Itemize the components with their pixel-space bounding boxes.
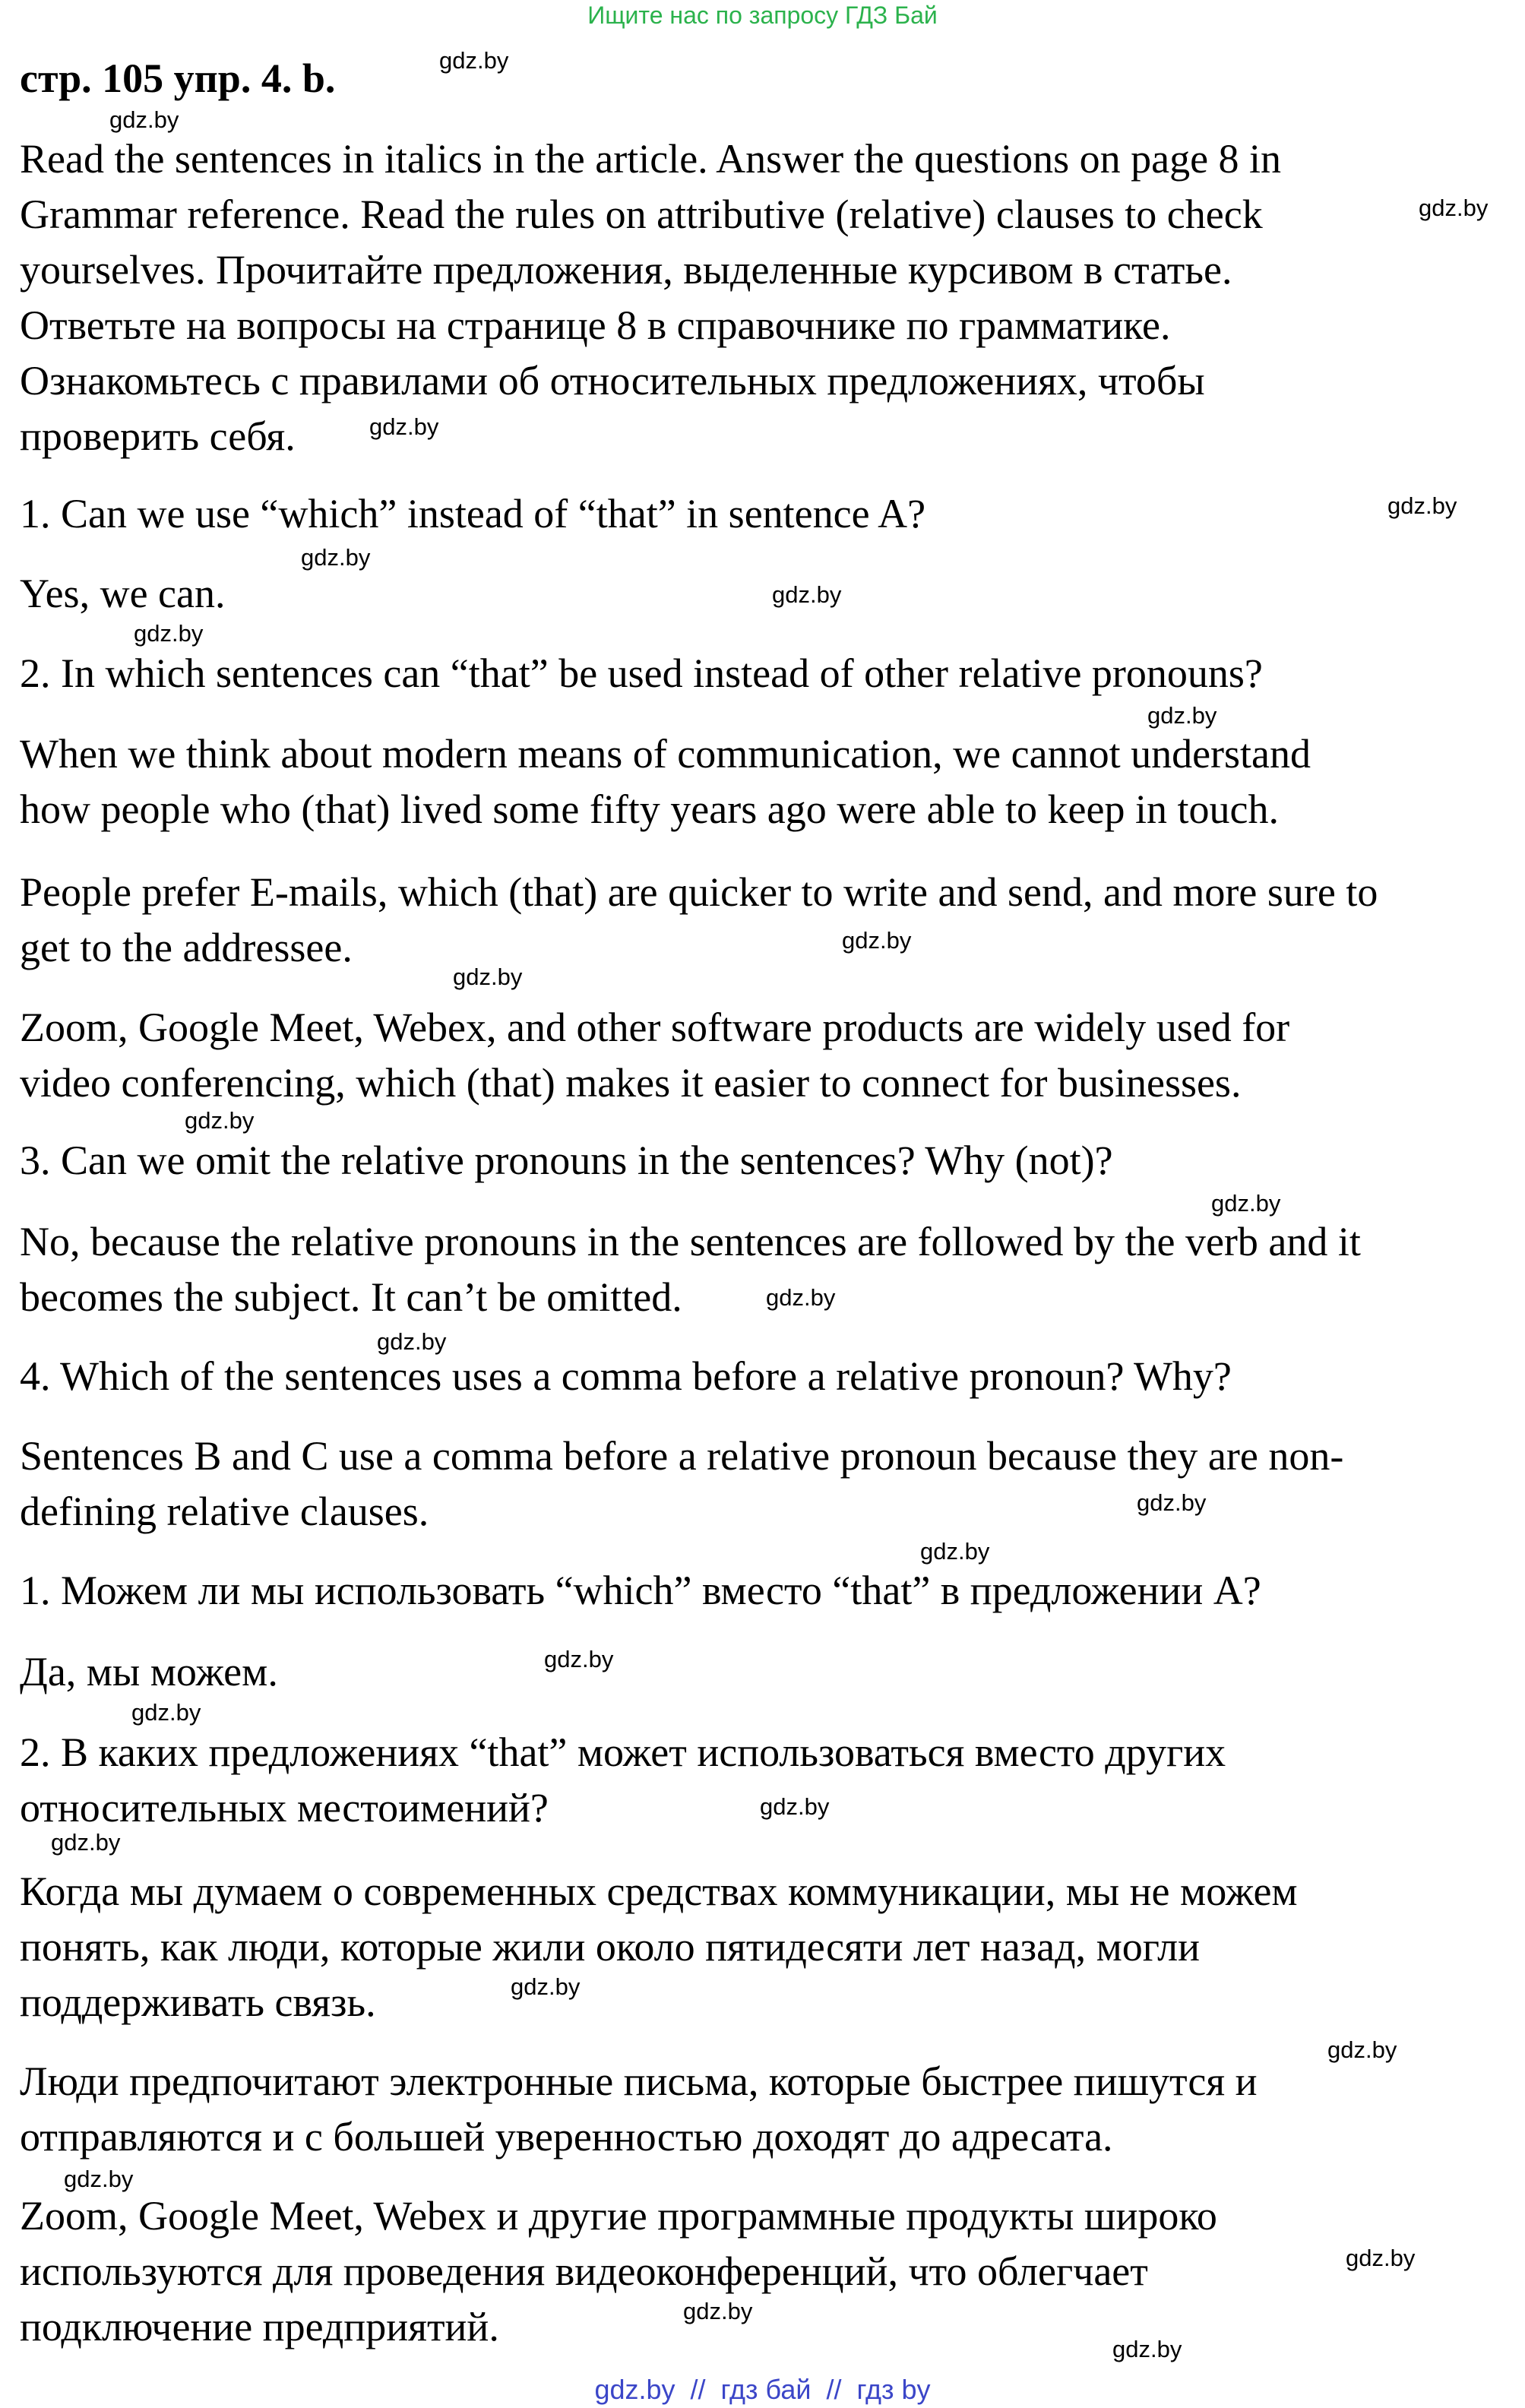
watermark: gdz.by [439,47,509,74]
footer-links[interactable]: gdz.by // гдз бай // гдз by [594,2374,931,2405]
text-line: Ответьте на вопросы на странице 8 в справочнике по грамматике. [20,302,1171,348]
text-line: No, because the relative pronouns in the sentences are followed by the verb and it [20,1219,1361,1264]
text-line: проверить себя. [20,413,296,459]
watermark: gdz.by [369,413,439,440]
watermark: gdz.by [134,620,204,647]
watermark: gdz.by [301,544,371,571]
question-1-ru [20,1563,1509,1619]
text-line: Grammar reference. Read the rules on attributive (relative) clauses to check [20,191,1263,237]
answer-3 [20,1214,1509,1325]
watermark: gdz.by [64,2166,134,2192]
watermark: gdz.by [1346,2245,1416,2271]
answer-2-ru-sentence-b [20,2054,1509,2165]
watermark: gdz.by [683,2298,753,2324]
text-line: 2. In which sentences can “that” be used instead of other relative pronouns? [20,650,1263,696]
text-line: поддерживать связь. [20,1979,376,2025]
watermark: gdz.by [185,1107,255,1134]
text-line: используются для проведения видеоконференций, что облегчает [20,2248,1148,2294]
text-line: video conferencing, which (that) makes it easier to connect for businesses. [20,1060,1242,1106]
watermark: gdz.by [109,106,179,133]
text-line: People prefer E-mails, which (that) are quicker to write and send, and more sure to [20,869,1378,915]
text-line: how people who (that) lived some fifty years ago were able to keep in touch. [20,786,1279,832]
question-2 [20,646,1509,701]
text-line: относительных местоимений? [20,1785,549,1831]
text-line: 2. В каких предложениях “that” может использоваться вместо других [20,1729,1226,1775]
watermark: gdz.by [511,1973,581,2000]
text-line: Да, мы можем. [20,1649,278,1694]
text-line: 1. Можем ли мы использовать “which” вместо “that” в предложении А? [20,1568,1261,1613]
answer-2-ru-sentence-c [20,2188,1509,2355]
watermark: gdz.by [1419,195,1489,221]
page-title: стр. 105 упр. 4. b. [20,55,336,101]
text-line: Read the sentences in italics in the article. Answer the questions on page 8 in [20,136,1282,182]
watermark: gdz.by [131,1699,201,1726]
answer-4 [20,1429,1509,1539]
watermark: gdz.by [453,964,523,990]
watermark: gdz.by [544,1646,614,1672]
watermark: gdz.by [377,1328,447,1355]
text-line: подключение предприятий. [20,2304,499,2349]
text-line: Zoom, Google Meet, Webex, and other software products are widely used for [20,1005,1290,1050]
watermark: gdz.by [772,581,842,608]
question-1 [20,486,1509,542]
answer-1 [20,566,1509,622]
text-line: When we think about modern means of communication, we cannot understand [20,731,1311,777]
watermark: gdz.by [1137,1489,1207,1516]
text-line: get to the addressee. [20,925,353,970]
text-line: Sentences B and C use a comma before a relative pronoun because they are non- [20,1433,1344,1479]
watermark: gdz.by [760,1793,830,1820]
text-line: Yes, we can. [20,571,226,616]
answer-2-sentence-c [20,1000,1509,1111]
question-3 [20,1133,1509,1188]
watermark: gdz.by [1211,1190,1281,1217]
text-line: понять, как люди, которые жили около пятидесяти лет назад, могли [20,1924,1201,1970]
text-line: отправляются и с большей уверенностью доходят до адресата. [20,2114,1113,2160]
watermark: gdz.by [1147,702,1217,729]
text-line: 4. Which of the sentences uses a comma before a relative pronoun? Why? [20,1353,1232,1399]
answer-1-ru [20,1644,1509,1700]
answer-2-sentence-b [20,865,1509,976]
text-line: defining relative clauses. [20,1489,429,1534]
intro-paragraph [20,131,1509,464]
watermark: gdz.by [920,1538,990,1565]
answer-2-ru-sentence-a [20,1864,1509,2030]
watermark: gdz.by [766,1284,836,1311]
watermark: gdz.by [1327,2036,1397,2063]
top-banner[interactable]: Ищите нас по запросу ГДЗ Бай [587,2,938,29]
watermark: gdz.by [842,927,912,954]
watermark: gdz.by [1387,492,1457,519]
text-line: Когда мы думаем о современных средствах коммуникации, мы не можем [20,1868,1298,1914]
text-line: Zoom, Google Meet, Webex и другие программные продукты широко [20,2193,1217,2239]
text-line: yourselves. Прочитайте предложения, выделенные курсивом в статье. [20,247,1232,293]
watermark: gdz.by [1112,2336,1182,2362]
text-line: 3. Can we omit the relative pronouns in the sentences? Why (not)? [20,1138,1113,1183]
text-line: 1. Can we use “which” instead of “that” in sentence A? [20,491,926,536]
text-line: becomes the subject. It can’t be omitted. [20,1274,682,1320]
text-line: Люди предпочитают электронные письма, которые быстрее пишутся и [20,2058,1258,2104]
answer-2-sentence-a [20,726,1509,837]
text-line: Ознакомьтесь с правилами об относительных предложениях, чтобы [20,358,1205,403]
watermark: gdz.by [51,1829,121,1856]
question-4 [20,1349,1509,1404]
